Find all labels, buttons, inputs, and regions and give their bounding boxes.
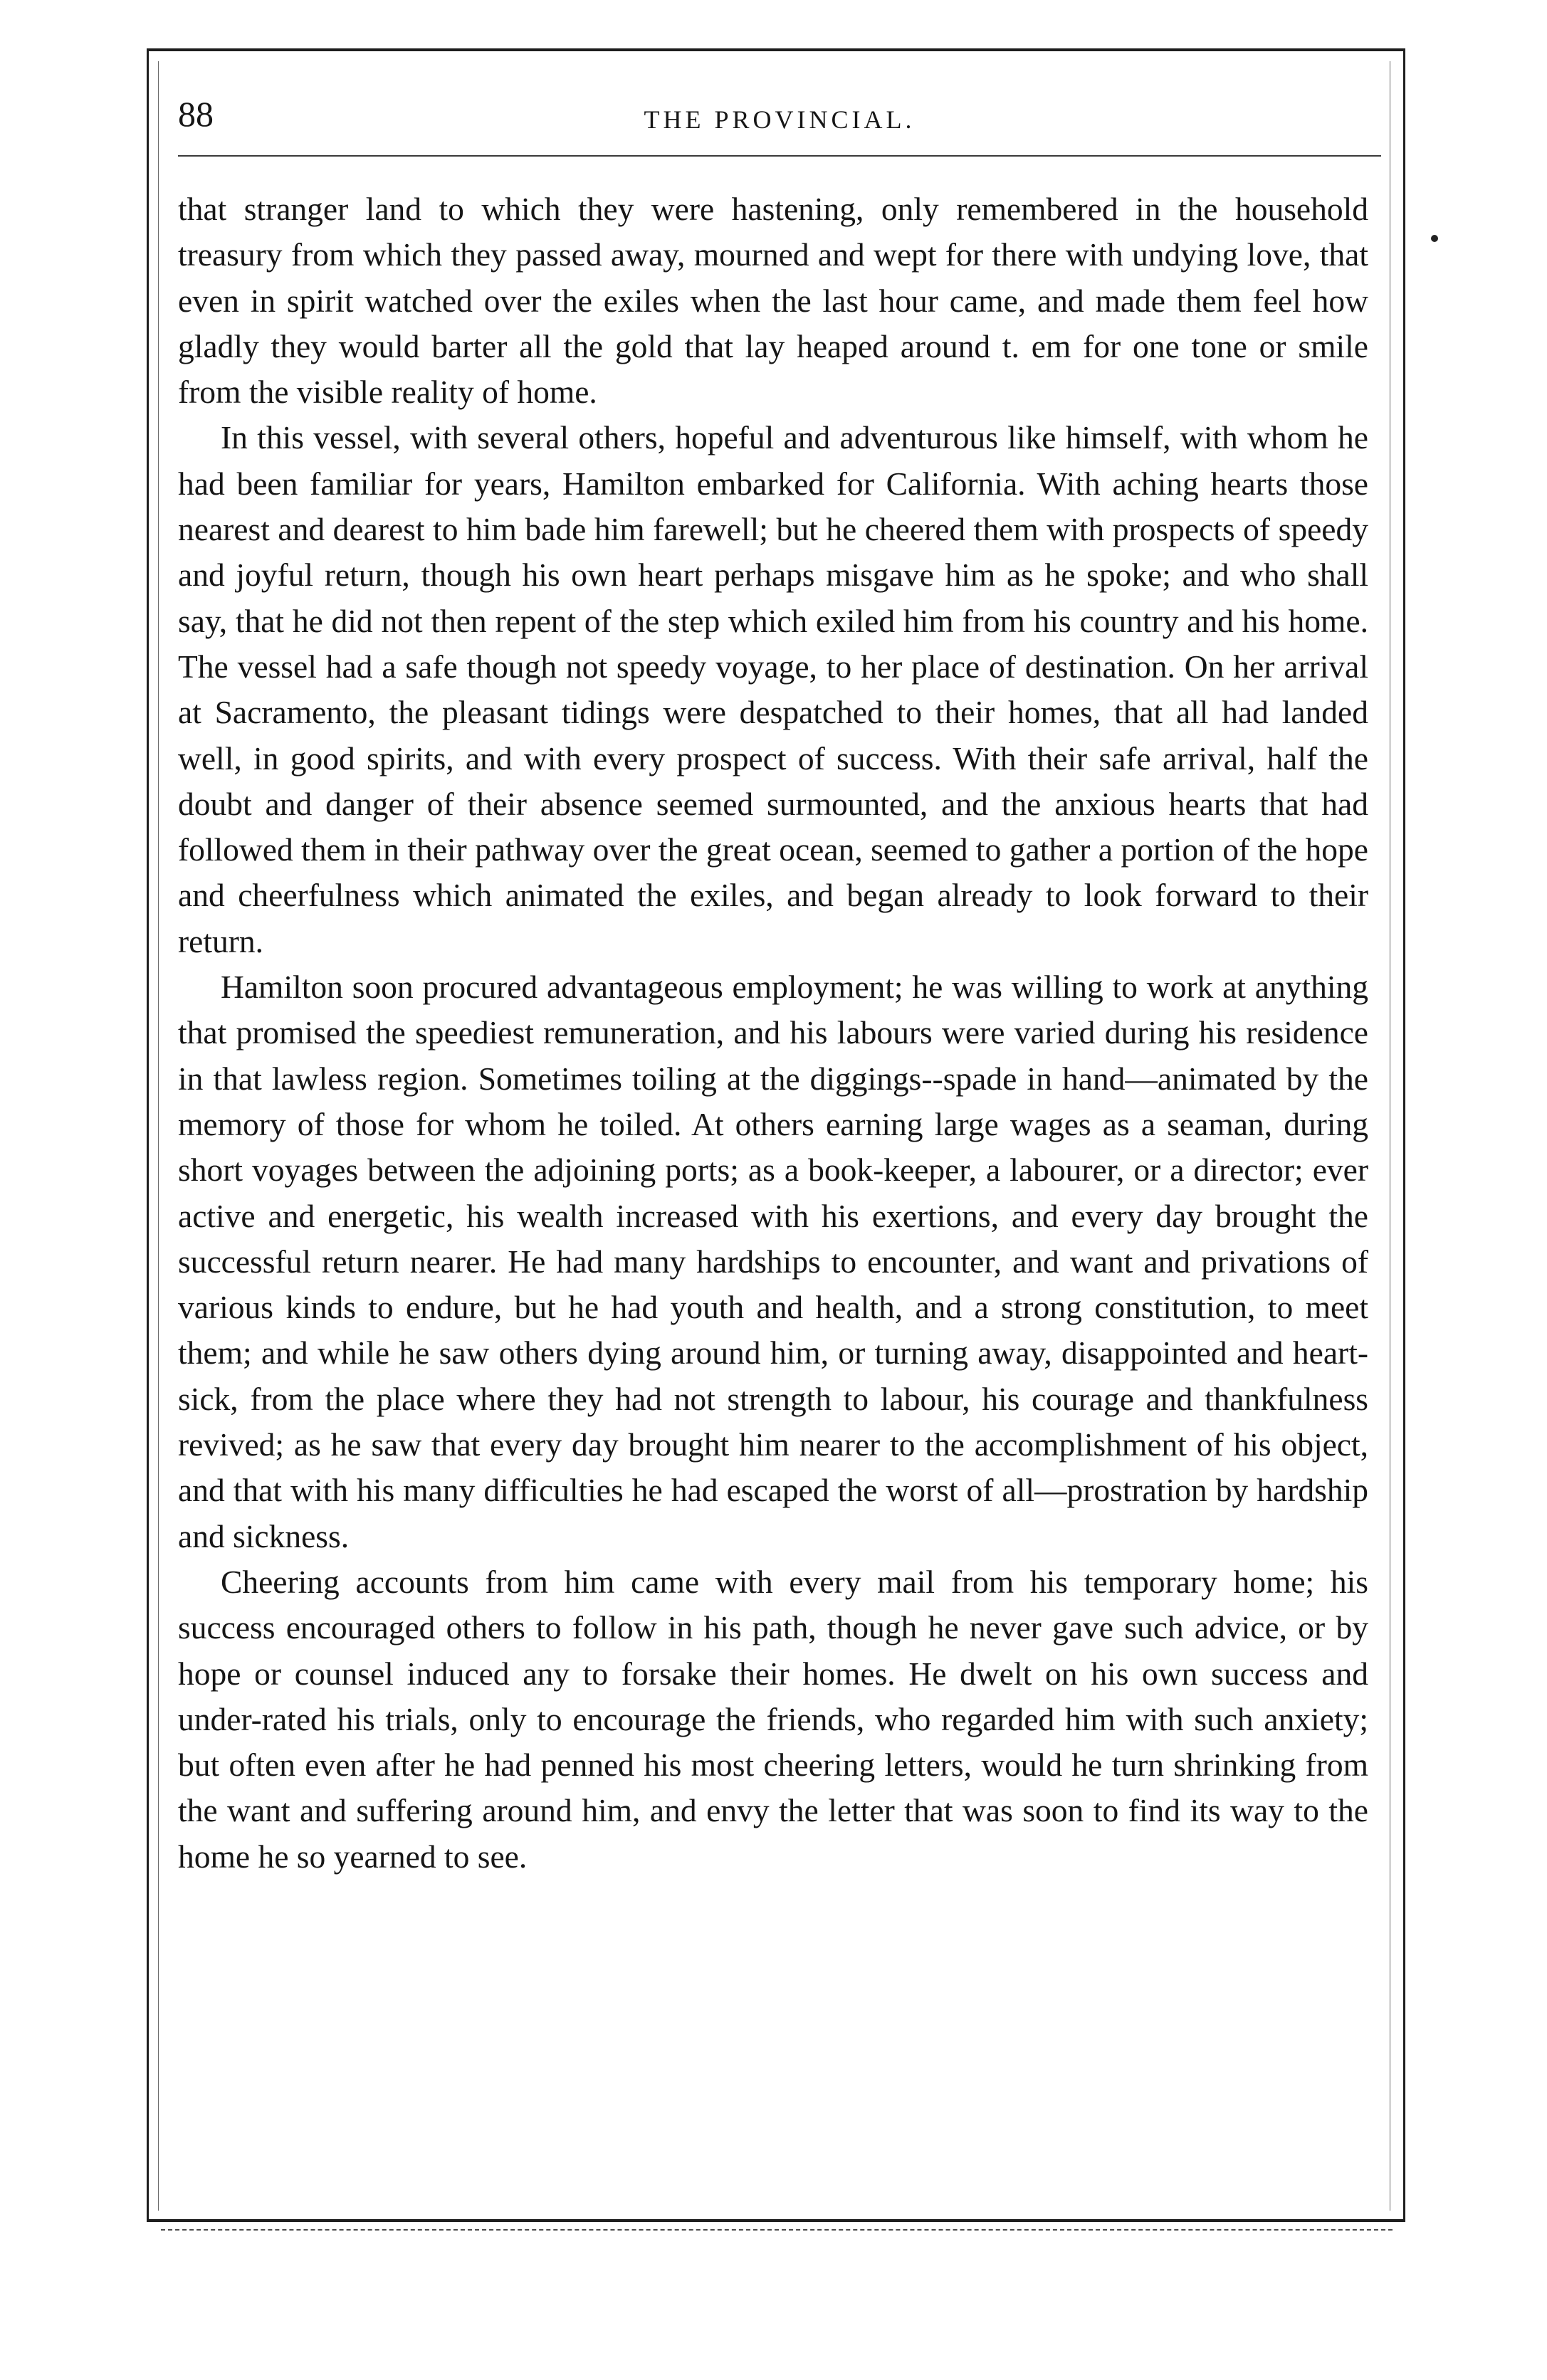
paragraph-2: In this vessel, with several others, hopeful and adventurous like himself, with whom he had been familiar for years, Hamilton embarked for California. With aching hearts those nearest and dearest to him bade him farewell; but he cheered them with prospects of speedy and joyful return, though his own heart perhaps misgave him as he spoke; and who shall say, that he did not then repent of the step which exiled him from his country and his home. The vessel had a safe though not speedy voyage, to her place of destination. On her arrival at Sacramento, the pleasant tidings were despatched to their homes, that all had landed well, in good spirits, and with every prospect of success. With their safe arrival, half the doubt and danger of their absence seemed surmounted, and the anxious hearts that had followed them in their pathway over the great ocean, seemed to gather a portion of the hope and cheerfulness which animated the exiles, and began already to look forward to their return.: [178, 419, 1368, 959]
running-header: [178, 85, 1381, 142]
paragraph-3: Hamilton soon procured advantageous employment; he was willing to work at anything that promised the speediest remuneration, and his labours were varied during his residence in that lawless region. Sometimes toiling at the diggings--spade in hand—animated by the memory of those for whom he toiled. At others earning large wages as a seaman, during short voyages between the adjoining ports; as a book-keeper, a labourer, or a director; ever active and energetic, his wealth increased with his exertions, and every day brought the successful return nearer. He had many hardships to encounter, and want and privations of various kinds to endure, but he had youth and health, and a strong constitution, to meet them; and while he saw others dying around him, or turning away, disappointed and heart-sick, from the place where they had not strength to labour, his courage and thankfulness revived; as he saw that every day brought him nearer to the accomplishment of his object, and that with his many difficulties he had escaped the worst of all—prostration by hardship and sickness.: [178, 969, 1368, 1554]
running-title: THE PROVINCIAL.: [644, 105, 916, 134]
page-number: 88: [178, 94, 214, 134]
header-rule: [178, 155, 1381, 157]
page-border-bottom: [147, 2219, 1405, 2222]
inner-border-left: [158, 61, 159, 2211]
page-border-bottom-dashed: [161, 2229, 1393, 2231]
body-text: [178, 186, 1368, 1880]
paragraph-1: that stranger land to which they were hastening, only remembered in the household treasury from which they passed away, mourned and wept for there with undying love, that even in spirit watched over the exiles when the last hour came, and made them feel how gladly they would barter all the gold that lay heaped around t. em for one tone or smile from the visible reality of home.: [178, 191, 1368, 411]
margin-ink-dot: [1431, 235, 1438, 242]
paragraph-4: Cheering accounts from him came with every mail from his temporary home; his success encouraged others to follow in his path, though he never gave such advice, or by hope or counsel induced any to forsake their homes. He dwelt on his own success and under-rated his trials, only to encourage the friends, who regarded him with such anxiety; but often even after he had penned his most cheering letters, would he turn shrinking from the want and suffering around him, and envy the letter that was soon to find its way to the home he so yearned to see.: [178, 1563, 1368, 1875]
